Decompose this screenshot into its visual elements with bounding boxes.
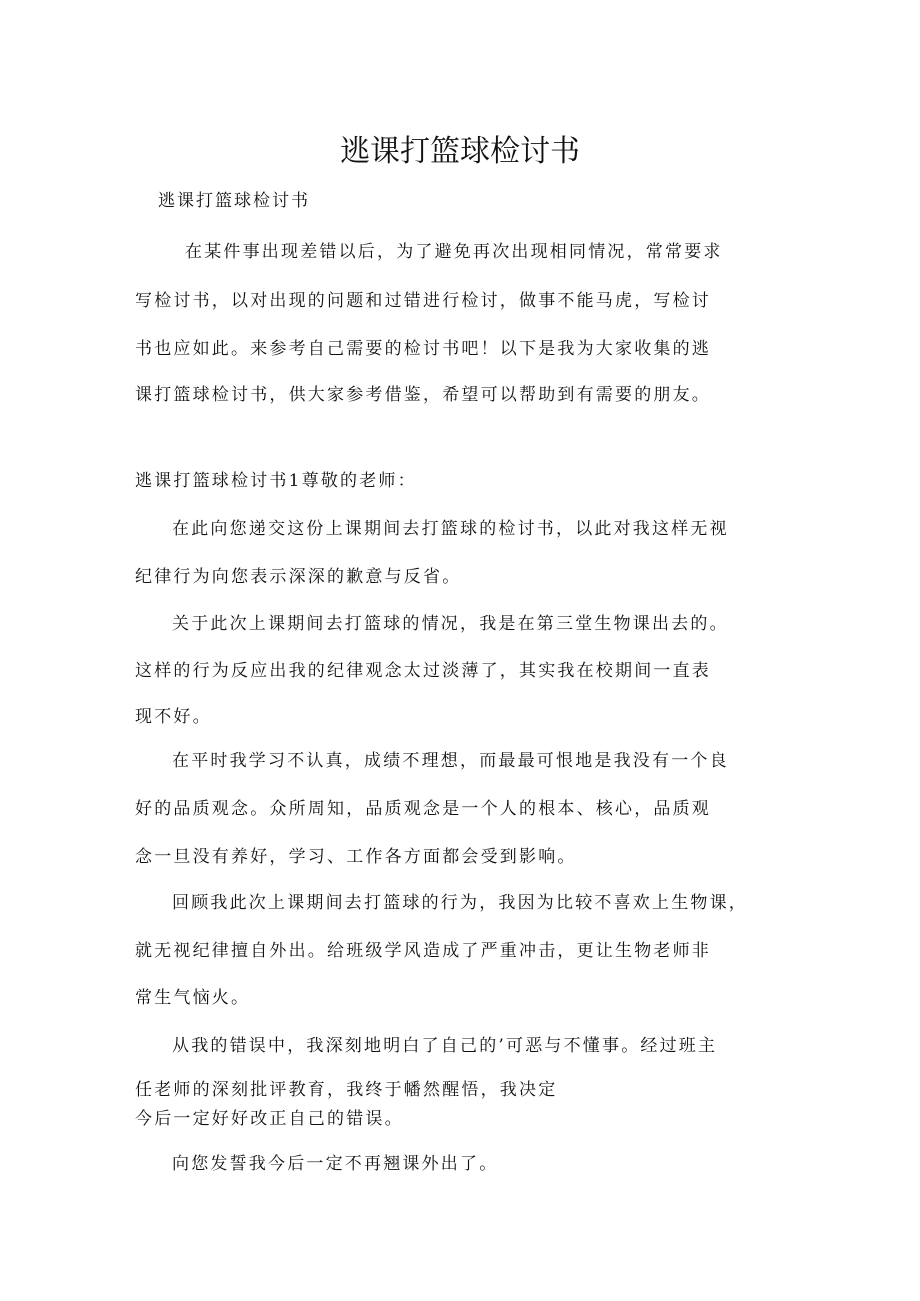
text-line: 在平时我学习不认真，成绩不理想，而最最可恨地是我没有一个良 [172,751,729,771]
document-subtitle: 逃课打篮球检讨书 [158,191,310,211]
text-line: 常生气恼火。 [135,988,251,1008]
text-line: 念一旦没有养好，学习、工作各方面都会受到影响。 [135,847,577,867]
text-line: 纪律行为向您表示深深的歉意与反省。 [135,567,462,587]
text-line: 任老师的深刻批评教育，我终于幡然醒悟，我决定 [135,1080,558,1100]
text-line: 向您发誓我今后一定不再翘课外出了。 [172,1154,499,1174]
document-title: 逃课打篮球检讨书 [340,134,580,169]
text-line: 课打篮球检讨书，供大家参考借鉴，希望可以帮助到有需要的朋友。 [135,385,711,405]
text-line: 在此向您递交这份上课期间去打篮球的检讨书，以此对我这样无视 [172,519,729,539]
text-line: 写检讨书，以对出现的问题和过错进行检讨，做事不能马虎，写检讨 [135,291,711,311]
text-line: 这样的行为反应出我的纪律观念太过淡薄了，其实我在校期间一直表 [135,661,711,681]
text-line: 今后一定好好改正自己的错误。 [135,1109,404,1129]
text-line: 就无视纪律擅自外出。给班级学风造成了严重冲击，更让生物老师非 [135,941,711,961]
text-line: 在某件事出现差错以后，为了避免再次出现相同情况，常常要求 [185,242,723,262]
text-line: 从我的错误中，我深刻地明白了自己的’可恶与不懂事。经过班主 [172,1036,718,1056]
text-line: 回顾我此次上课期间去打篮球的行为，我因为比较不喜欢上生物课， [172,893,748,913]
text-line: 关于此次上课期间去打篮球的情况，我是在第三堂生物课出去的。 [172,614,729,634]
text-line: 现不好。 [135,707,212,727]
text-line: 好的品质观念。众所周知，品质观念是一个人的根本、核心，品质观 [135,799,711,819]
section-heading: 逃课打篮球检讨书1尊敬的老师： [135,471,417,491]
text-line: 书也应如此。来参考自己需要的检讨书吧！以下是我为大家收集的逃 [135,339,711,359]
